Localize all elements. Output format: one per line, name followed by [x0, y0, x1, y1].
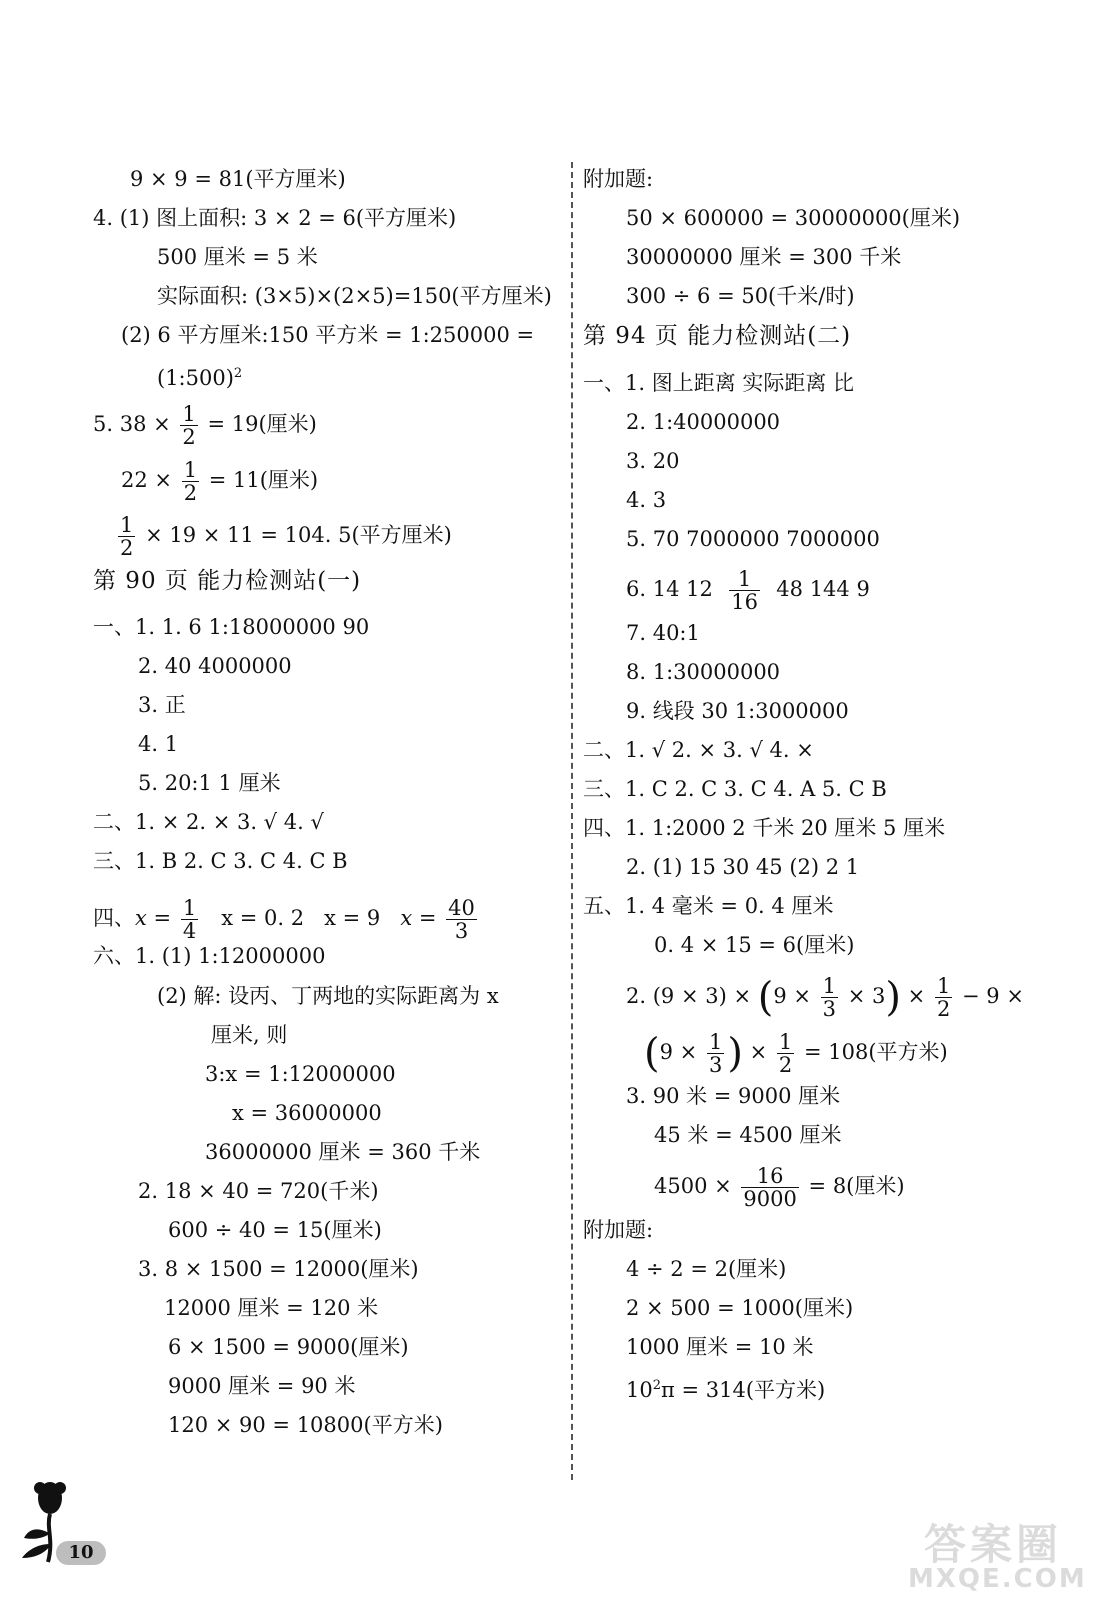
fraction-forty-thirds — [446, 897, 477, 942]
left-line-23: 36000000 厘米 = 360 千米 — [205, 1140, 481, 1164]
left-line-20: 厘米, 则 — [211, 1023, 288, 1047]
right-line-22: 3. 90 米 = 9000 厘米 — [626, 1084, 841, 1108]
right-line-13: 9. 线段 30 1:3000000 — [626, 699, 849, 723]
right-line-28: 1000 厘米 = 10 米 — [626, 1335, 814, 1359]
expr-suffix: π = 314(平方米) — [661, 1378, 826, 1402]
right-line-6: 2. 1:40000000 — [626, 410, 781, 434]
right-line-25: 附加题: — [583, 1218, 654, 1242]
watermark-url: MXQE.COM — [908, 1564, 1087, 1594]
left-line-6 — [157, 361, 242, 391]
left-line-24: 2. 18 × 40 = 720(千米) — [138, 1179, 379, 1203]
frac-num: 1 — [822, 974, 837, 998]
right-line-17: 2. (1) 15 30 45 (2) 2 1 — [626, 855, 860, 879]
frac-num: 16 — [741, 1165, 798, 1188]
right-line-24 — [654, 1165, 905, 1210]
expr-prefix: 22 × — [121, 468, 172, 492]
left-line-14: 5. 20:1 1 厘米 — [138, 771, 281, 795]
left-line-13: 4. 1 — [138, 732, 179, 756]
section-heading-page-90: 第 90 页 能力检测站(一) — [93, 568, 362, 594]
right-line-15: 三、1. C 2. C 3. C 4. A 5. C B — [583, 777, 887, 801]
frac-num: 40 — [448, 896, 475, 920]
expr-part: × — [749, 1040, 768, 1064]
page-number: 10 — [56, 1541, 106, 1565]
left-line-15: 二、1. × 2. × 3. √ 4. √ — [93, 810, 324, 834]
frac-num: 1 — [708, 1030, 723, 1054]
left-line-11: 2. 40 4000000 — [138, 654, 292, 678]
expr-suffix: × 19 × 11 = 104. 5(平方厘米) — [145, 523, 452, 547]
expr-suffix: = 8(厘米) — [808, 1174, 905, 1198]
right-line-11: 7. 40:1 — [626, 621, 700, 645]
right-line-8: 4. 3 — [626, 488, 667, 512]
answer-2: x = 0. 2 — [221, 906, 305, 930]
right-line-9: 5. 70 7000000 7000000 — [626, 527, 880, 551]
left-line-3: 500 厘米 = 5 米 — [157, 245, 318, 269]
watermark — [902, 1512, 1102, 1596]
left-line-27: 12000 厘米 = 120 米 — [164, 1296, 379, 1320]
fraction-third — [707, 1031, 724, 1076]
expr-prefix: 5. 38 × — [93, 412, 171, 436]
right-line-3: 30000000 厘米 = 300 千米 — [626, 245, 902, 269]
big-paren-open: ( — [757, 974, 774, 1021]
left-line-25: 600 ÷ 40 = 15(厘米) — [168, 1218, 382, 1242]
left-line-18: 六、1. (1) 1:12000000 — [93, 944, 326, 968]
big-paren-close: ) — [885, 974, 901, 1021]
base-10: 10 — [626, 1378, 653, 1402]
watermark-text: 答案圈 — [924, 1520, 1063, 1569]
big-paren-open: ( — [644, 1030, 660, 1077]
left-line-6-base: (1:500) — [157, 366, 234, 390]
left-line-8 — [121, 459, 318, 504]
fraction-quarter — [181, 897, 198, 942]
frac-num: 1 — [182, 896, 197, 920]
left-line-7 — [93, 403, 317, 448]
right-line-27: 2 × 500 = 1000(厘米) — [626, 1296, 854, 1320]
right-line-18: 五、1. 4 毫米 = 0. 4 厘米 — [583, 894, 834, 918]
expr-suffix: = 19(厘米) — [207, 412, 317, 436]
equals: = — [153, 906, 172, 930]
frac-den: 2 — [120, 536, 134, 560]
frac-num: 1 — [183, 458, 198, 482]
left-line-19: (2) 解: 设丙、丁两地的实际距离为 x — [157, 984, 499, 1008]
expr-part: 2. (9 × 3) × — [626, 984, 752, 1008]
right-line-16: 四、1. 1:2000 2 千米 20 厘米 5 厘米 — [583, 816, 946, 840]
left-line-9 — [115, 514, 452, 559]
exponent: 2 — [652, 1378, 662, 1393]
left-line-10: 一、1. 1. 6 1:18000000 90 — [93, 615, 370, 639]
frac-num: 1 — [729, 568, 760, 591]
big-paren-close: ) — [727, 1030, 743, 1077]
left-line-22: x = 36000000 — [232, 1101, 382, 1125]
left-line-2: 4. (1) 图上面积: 3 × 2 = 6(平方厘米) — [93, 206, 457, 230]
expr-part: − 9 × — [962, 984, 1024, 1008]
frac-den: 2 — [183, 481, 198, 505]
frac-num: 1 — [182, 402, 196, 426]
left-line-30: 120 × 90 = 10800(平方米) — [168, 1413, 443, 1437]
expr-part: 9 × — [659, 1040, 698, 1064]
left-line-26: 3. 8 × 1500 = 12000(厘米) — [138, 1257, 419, 1281]
left-line-1: 9 × 9 = 81(平方厘米) — [130, 167, 346, 191]
expr-prefix: 6. 14 12 — [626, 577, 713, 601]
fraction-half — [118, 514, 135, 559]
answer-3: x = 9 — [324, 906, 381, 930]
right-line-23: 45 米 = 4500 厘米 — [654, 1123, 842, 1147]
fraction-half — [935, 975, 952, 1020]
frac-num: 1 — [778, 1030, 793, 1054]
left-line-4: 实际面积: (3×5)×(2×5)=150(平方厘米) — [157, 284, 552, 308]
frac-den: 2 — [936, 997, 951, 1021]
left-line-16: 三、1. B 2. C 3. C 4. C B — [93, 849, 348, 873]
expr-part: × 3 — [847, 984, 886, 1008]
right-line-19: 0. 4 × 15 = 6(厘米) — [654, 933, 855, 957]
expr-suffix: = 11(厘米) — [208, 468, 319, 492]
right-line-7: 3. 20 — [626, 449, 680, 473]
frac-den: 4 — [182, 919, 197, 943]
frac-num: 1 — [936, 974, 951, 998]
frac-den: 3 — [708, 1053, 723, 1077]
frac-den: 16 — [731, 590, 758, 614]
fraction-sixteenth — [729, 568, 760, 613]
expr-part: × — [907, 984, 926, 1008]
left-line-21: 3:x = 1:12000000 — [205, 1062, 396, 1086]
item-prefix: 四、 — [93, 906, 135, 930]
expr-part: 9 × — [773, 984, 811, 1008]
var-x: x — [400, 906, 413, 930]
frac-den: 3 — [454, 919, 469, 943]
right-line-12: 8. 1:30000000 — [626, 660, 781, 684]
right-line-2: 50 × 600000 = 30000000(厘米) — [626, 206, 961, 230]
right-line-20 — [626, 975, 1024, 1020]
right-line-21 — [644, 1031, 948, 1076]
right-line-4: 300 ÷ 6 = 50(千米/时) — [626, 284, 855, 308]
expr-prefix: 4500 × — [654, 1174, 732, 1198]
fraction-third — [821, 975, 838, 1020]
equals: = — [418, 906, 437, 930]
fraction-half — [182, 459, 199, 504]
frac-den: 3 — [822, 997, 837, 1021]
right-line-26: 4 ÷ 2 = 2(厘米) — [626, 1257, 787, 1281]
left-line-5: (2) 6 平方厘米:150 平方米 = 1:250000 = — [121, 323, 535, 347]
expr-part: = 108(平方米) — [803, 1040, 948, 1064]
left-line-29: 9000 厘米 = 90 米 — [168, 1374, 356, 1398]
frac-den: 2 — [182, 425, 196, 449]
fraction-half — [777, 1031, 794, 1076]
expr-suffix: 48 144 9 — [776, 577, 870, 601]
frac-num: 1 — [120, 513, 134, 537]
fraction-16-over-9000 — [741, 1165, 798, 1210]
left-line-6-sup: 2 — [233, 366, 243, 381]
frac-den: 9000 — [743, 1187, 797, 1211]
column-divider — [571, 162, 573, 1480]
left-line-12: 3. 正 — [138, 693, 186, 717]
right-line-29 — [626, 1373, 825, 1403]
right-line-10 — [626, 568, 870, 613]
right-line-14: 二、1. √ 2. × 3. √ 4. × — [583, 738, 814, 762]
right-line-1: 附加题: — [583, 167, 654, 191]
fraction-half — [180, 403, 197, 448]
right-line-5: 一、1. 图上距离 实际距离 比 — [583, 371, 855, 395]
frac-den: 2 — [778, 1053, 793, 1077]
left-line-17 — [93, 897, 480, 942]
section-heading-page-94: 第 94 页 能力检测站(二) — [583, 323, 852, 349]
var-x: x — [135, 906, 147, 930]
left-line-28: 6 × 1500 = 9000(厘米) — [168, 1335, 409, 1359]
